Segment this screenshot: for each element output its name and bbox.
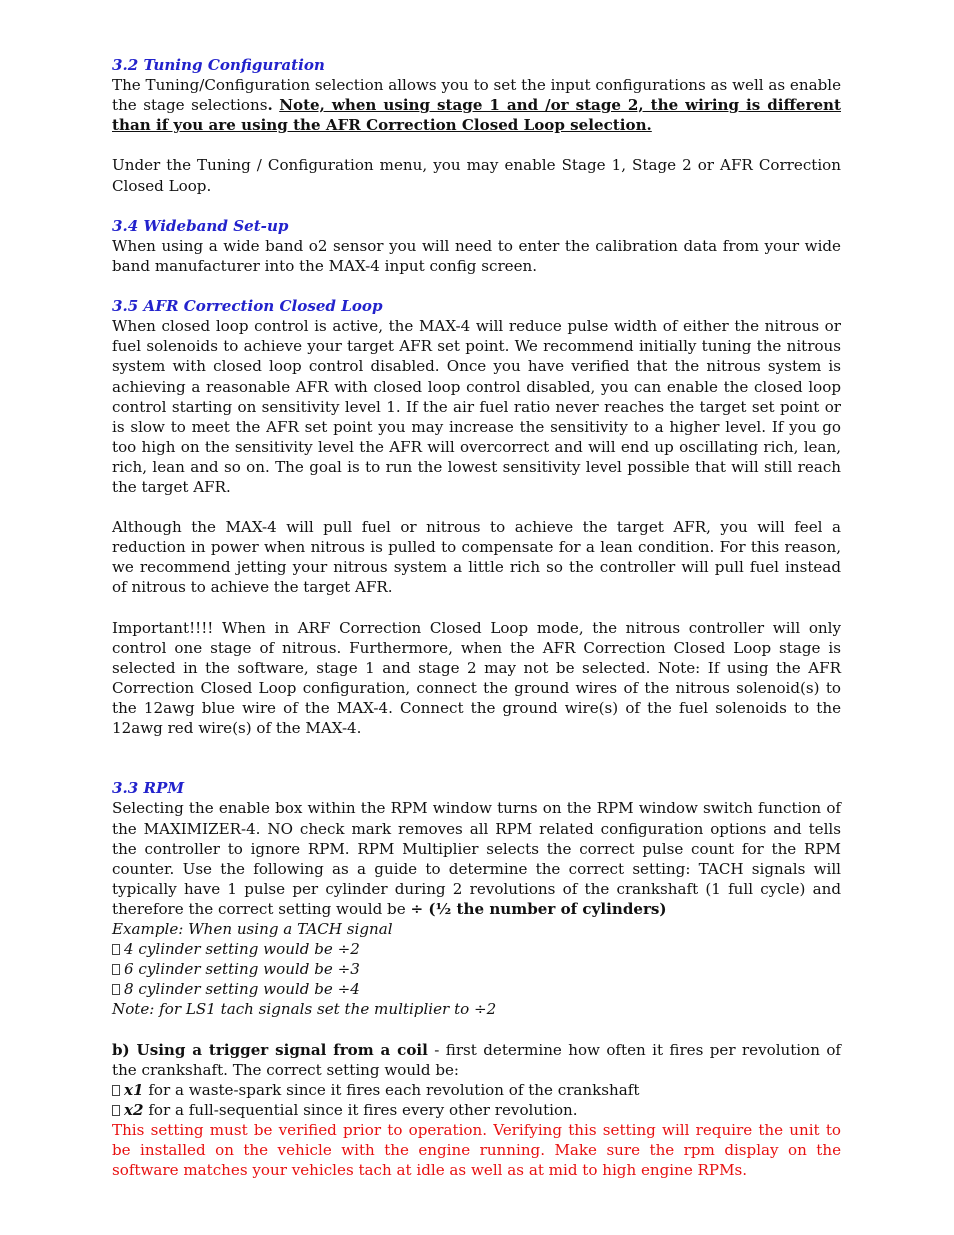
rpm-paragraph [112, 798, 841, 919]
missing-glyph-icon [112, 964, 120, 975]
list-item: 4 cylinder setting would be ÷2 [112, 939, 841, 959]
x1-label: x1 [124, 1080, 144, 1099]
tuning-config-text: The Tuning/Configuration selection allows you to set the input configurations as well as enable the stage selections [112, 76, 842, 115]
x2-label: x2 [124, 1100, 144, 1119]
wiring-note: Note, when using stage 1 and /or stage 2, the wiring is different than if you are using the AFR Correction Closed Loop selection. [112, 96, 841, 135]
missing-glyph-icon [112, 984, 120, 995]
list-item: x1 for a waste-spark since it fires each revolution of the crankshaft [112, 1080, 841, 1100]
tuning-config-paragraph [112, 75, 841, 135]
list-item: 6 cylinder setting would be ÷3 [112, 959, 841, 979]
tuning-config-period: . [267, 96, 273, 115]
list-item: 8 cylinder setting would be ÷4 [112, 979, 841, 999]
rpm-formula: ÷ (½ the number of cylinders) [410, 899, 667, 918]
missing-glyph-icon [112, 944, 120, 955]
section-heading-3-5: 3.5 AFR Correction Closed Loop [112, 297, 383, 316]
wideband-paragraph: When using a wide band o2 sensor you will need to enter the calibration data from your wide band manufacturer into the MAX-4 input config screen. [112, 236, 841, 275]
important-paragraph: Important!!!! When in ARF Correction Closed Loop mode, the nitrous controller will only control one stage of nitrous. Furthermore, when the AFR Correction Closed Loop stage is selected in the software, stage 1 and stage 2 may not be selected. Note: If using the AFR Correction Closed Loop configuration, connect the ground wires of the nitrous solenoid(s) to the 12awg blue wire of the MAX-4. Connect the ground wire(s) of the fuel solenoids to the 12awg red wire(s) of the MAX-4. [112, 618, 841, 738]
trigger-heading: b) Using a trigger signal from a coil [112, 1040, 428, 1059]
section-heading-3-2: 3.2 Tuning Configuration [112, 56, 325, 74]
section-heading-3-4: 3.4 Wideband Set-up [112, 216, 289, 235]
tuning-menu-paragraph: Under the Tuning / Configuration menu, you may enable Stage 1, Stage 2 or AFR Correction Closed Loop. [112, 156, 841, 195]
ls1-note: Note: for LS1 tach signals set the multiplier to ÷2 [112, 1000, 497, 1019]
rpm-text: Selecting the enable box within the RPM window turns on the RPM window switch function of the MAXIMIZER-4. NO check mark removes all RPM related configuration options and tells the controller to ignore RPM. RPM Multiplier selects the correct pulse count for the RPM counter. Use the following as a guide to determine the correct setting: TACH signals will typically have 1 pulse per cylinder during 2 revolutions of the crankshaft (1 full cycle) and therefore the correct setting would be [112, 799, 841, 918]
section-heading-3-3: 3.3 RPM [112, 779, 185, 798]
trigger-text: - first determine how often it fires per revolution of the crankshaft. The correct setting would be: [112, 1040, 842, 1079]
example-line: Example: When using a TACH signal [112, 920, 393, 939]
list-item: x2 for a full-sequential since it fires every other revolution. [112, 1100, 841, 1120]
trigger-paragraph [112, 1040, 841, 1080]
document-body [112, 55, 841, 1180]
missing-glyph-icon [112, 1085, 120, 1096]
reduction-paragraph: Although the MAX-4 will pull fuel or nitrous to achieve the target AFR, you will feel a reduction in power when nitrous is pulled to compensate for a lean condition. For this reason, we recommend jetting your nitrous system a little rich so the controller will pull fuel instead of nitrous to achieve the target AFR. [112, 518, 841, 597]
verification-warning: This setting must be verified prior to operation. Verifying this setting will require the unit to be installed on the vehicle with the engine running. Make sure the rpm display on the software matches your vehicles tach at idle as well as at mid to high engine RPMs. [112, 1120, 841, 1180]
closed-loop-paragraph: When closed loop control is active, the MAX-4 will reduce pulse width of either the nitrous or fuel solenoids to achieve your target AFR set point. We recommend initially tuning the nitrous system with closed loop control disabled. Once you have verified that the nitrous system is achieving a reasonable AFR with closed loop control disabled, you can enable the closed loop control starting on sensitivity level 1. If the air fuel ratio never reaches the target set point or is slow to meet the AFR set point you may increase the sensitivity to a higher level. If you go too high on the sensitivity level the AFR will overcorrect and will end up oscillating rich, lean, rich, lean and so on. The goal is to run the lowest sensitivity level possible that will still reach the target AFR. [112, 317, 841, 496]
missing-glyph-icon [112, 1105, 120, 1116]
